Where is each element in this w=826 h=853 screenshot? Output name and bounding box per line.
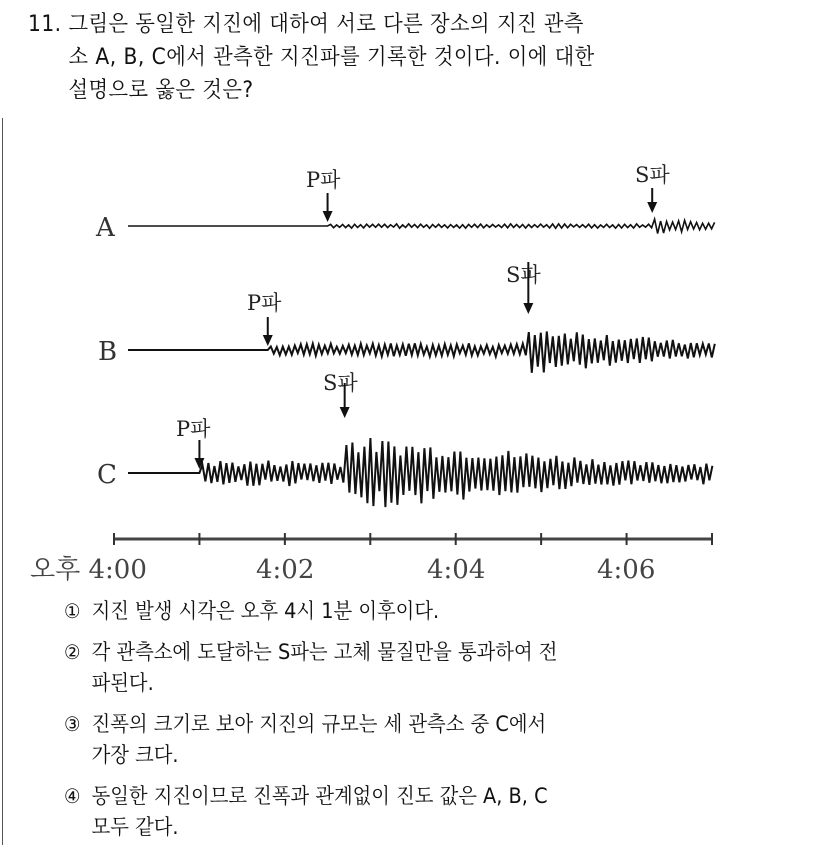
choice-2-text-line-2: 파된다. <box>91 671 154 695</box>
arrow-down-icon <box>647 188 657 213</box>
arrow-down-icon <box>323 193 333 222</box>
choice-3-text-line-1: 진폭의 크기로 보아 지진의 규모는 세 관측소 중 C에서 <box>91 712 547 736</box>
choice-3-text-line-2: 가장 크다. <box>91 743 179 767</box>
choice-1[interactable] <box>64 596 726 627</box>
tick-label-4-06: 4:06 <box>597 555 656 585</box>
tick-label-4-02: 4:02 <box>256 555 315 585</box>
choice-3[interactable] <box>64 709 726 771</box>
s-wave-label-a: S파 <box>635 163 670 187</box>
wave-arrival-annotations <box>176 163 670 441</box>
answer-choices <box>64 596 726 853</box>
arrival-arrows <box>194 188 657 469</box>
p-wave-label-a: P파 <box>306 168 341 192</box>
tick-label-4-04: 4:04 <box>427 555 486 585</box>
question-line-1: 11. 그림은 동일한 지진에 대하여 서로 다른 장소의 지진 관측 <box>28 8 746 41</box>
choice-4-text-line-1: 동일한 지진이므로 진폭과 관계없이 진도 값은 A, B, C <box>91 784 548 808</box>
station-label-a: A <box>96 213 115 243</box>
question-stem <box>28 8 746 107</box>
choice-4-text-line-2: 모두 같다. <box>91 815 179 839</box>
waveform-b <box>128 332 715 373</box>
question-number: 11. <box>28 12 62 37</box>
choice-2-text-line-1: 각 관측소에 도달하는 S파는 고체 물질만을 통과하여 전 <box>91 640 558 664</box>
choice-1-mark: ① <box>64 599 81 623</box>
choice-3-mark: ③ <box>64 712 81 736</box>
seismogram-figure <box>0 110 826 590</box>
choice-2-mark: ② <box>64 640 81 664</box>
seismogram-chart <box>0 110 826 590</box>
station-label-c: C <box>97 460 117 490</box>
s-wave-label-b: S파 <box>506 263 541 287</box>
waveform-c <box>128 438 712 507</box>
arrow-down-icon <box>263 317 273 346</box>
choice-2[interactable] <box>64 637 726 699</box>
question-line-3: 설명으로 옳은 것은? <box>68 78 254 103</box>
question-line-2: 소 A, B, C에서 관측한 지진파를 기록한 것이다. 이에 대한 <box>68 45 595 70</box>
waveform-a <box>128 219 715 233</box>
p-wave-label-c: P파 <box>176 417 211 441</box>
wave-traces <box>128 219 715 507</box>
station-label-b: B <box>98 337 118 367</box>
tick-label-4-00: 오후 4:00 <box>30 555 147 585</box>
choice-1-text: 지진 발생 시각은 오후 4시 1분 이후이다. <box>91 599 440 623</box>
s-wave-label-c: S파 <box>323 371 358 395</box>
choice-4-mark: ④ <box>64 784 81 808</box>
p-wave-label-b: P파 <box>247 291 282 315</box>
choice-4[interactable] <box>64 781 726 843</box>
time-axis <box>30 533 712 585</box>
